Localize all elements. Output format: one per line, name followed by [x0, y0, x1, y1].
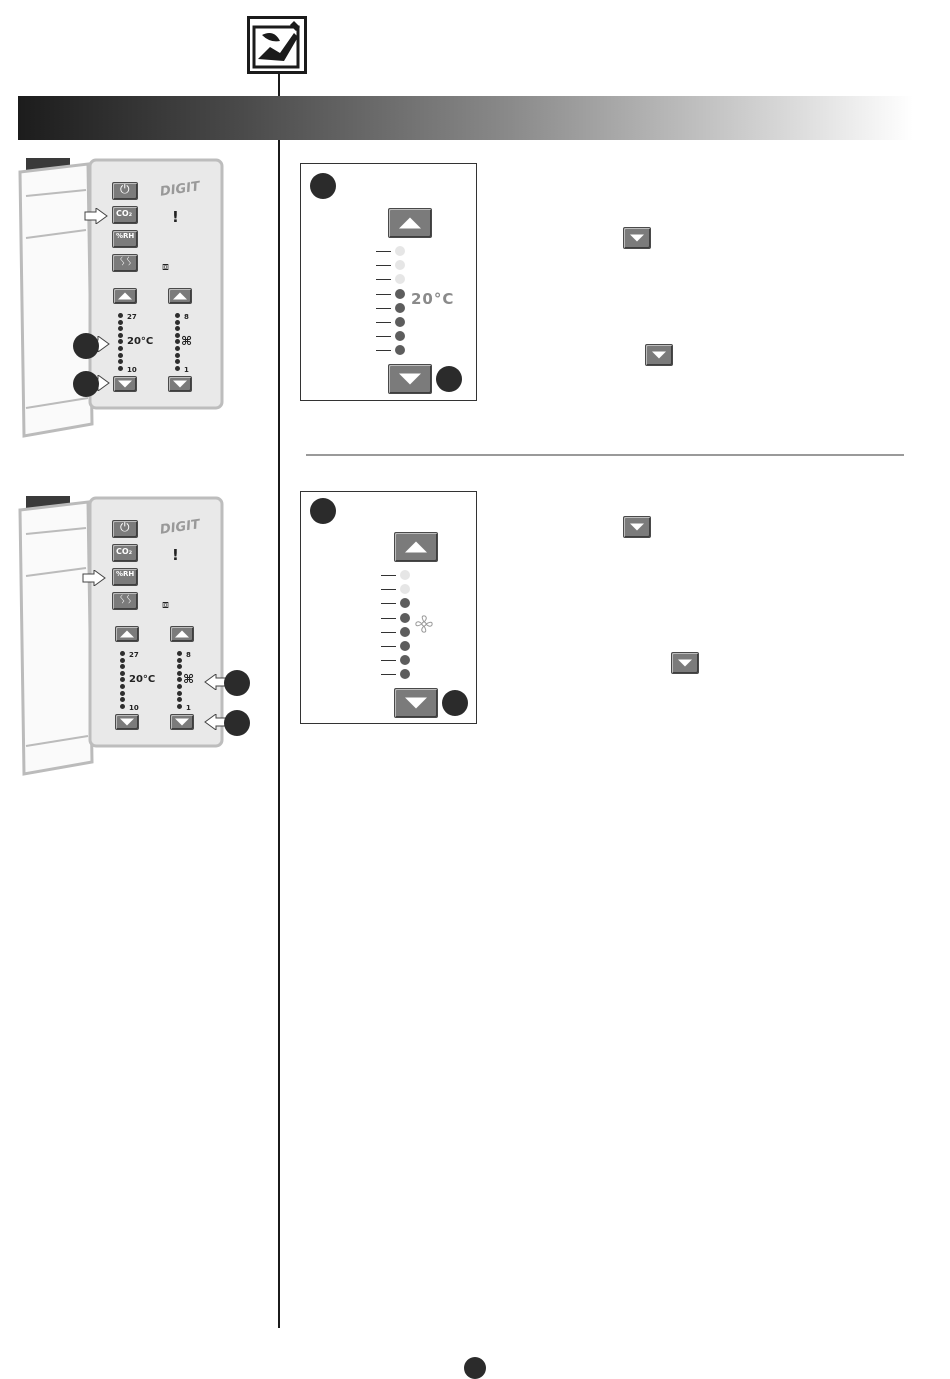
power-icon: ⏻	[120, 182, 130, 196]
fridge-led-dot	[120, 684, 125, 689]
fridge-led-dot	[177, 684, 182, 689]
fridge-led-dot	[177, 664, 182, 669]
scale-left-bottom: 10	[127, 366, 137, 374]
led-indicator	[395, 289, 405, 299]
measuring-tool-logo-icon	[250, 19, 304, 71]
led-tick	[381, 575, 396, 576]
heater-button[interactable]	[112, 592, 138, 610]
temp-down-button[interactable]	[115, 714, 139, 730]
led-indicator	[395, 274, 405, 284]
led-indicator	[400, 598, 410, 608]
led-indicator	[395, 246, 405, 256]
fridge-led-dot	[118, 326, 123, 331]
fan-up-button[interactable]	[394, 532, 438, 562]
fridge-led-dot	[175, 346, 180, 351]
fan-icon: ⌘	[181, 334, 193, 348]
scale-left-top: 27	[127, 313, 137, 321]
led-indicator	[400, 584, 410, 594]
fan-icon: ⌘	[183, 672, 195, 686]
fridge-led-dot	[120, 671, 125, 676]
page-number-marker	[464, 1357, 486, 1379]
fridge-led-dot	[118, 339, 123, 344]
fridge-temp-readout: 20°C	[127, 336, 154, 347]
fan-led-column	[381, 570, 411, 682]
temp-up-button[interactable]	[115, 626, 139, 642]
led-tick	[376, 336, 391, 337]
fan-up-button[interactable]	[170, 626, 194, 642]
co2-button[interactable]	[112, 206, 138, 224]
led-indicator	[395, 260, 405, 270]
fridge-led-dot	[175, 320, 180, 325]
co2-button[interactable]	[112, 544, 138, 562]
led-tick	[376, 308, 391, 309]
callout-marker	[310, 498, 336, 524]
led-tick	[381, 646, 396, 647]
rh-label: %RH	[116, 232, 135, 240]
fridge-led-dot	[120, 704, 125, 709]
callout-marker	[224, 710, 250, 736]
fridge-led-dot	[177, 658, 182, 663]
power-button[interactable]	[112, 182, 138, 200]
fridge-led-dot	[118, 320, 123, 325]
callout-marker	[436, 366, 462, 392]
fridge-led-dot	[177, 691, 182, 696]
fridge-led-dot	[175, 333, 180, 338]
scale-right-top: 8	[186, 651, 191, 659]
fridge-led-dot	[120, 691, 125, 696]
fridge-led-dot	[175, 313, 180, 318]
fridge-led-dot	[118, 353, 123, 358]
center-divider	[278, 74, 280, 1328]
led-indicator	[395, 345, 405, 355]
fridge-led-dot	[175, 366, 180, 371]
scale-left-bottom: 10	[129, 704, 139, 712]
led-indicator	[400, 613, 410, 623]
led-tick	[376, 251, 391, 252]
power-icon: ⏻	[120, 520, 130, 534]
callout-marker	[73, 333, 99, 359]
brand-logo: DIGIT	[159, 517, 201, 538]
fridge-led-dot	[177, 671, 182, 676]
fridge-led-dot	[120, 658, 125, 663]
alarm-symbol: !	[172, 546, 179, 564]
led-tick	[381, 589, 396, 590]
fridge-led-columns	[118, 313, 188, 373]
fridge-led-dot	[175, 353, 180, 358]
humidifier-icon: ⧈	[162, 260, 169, 273]
temp-down-button[interactable]	[113, 376, 137, 392]
humidity-button[interactable]	[112, 568, 138, 586]
fridge-led-dot	[118, 333, 123, 338]
fridge-led-dot	[120, 664, 125, 669]
fridge-led-dot	[118, 313, 123, 318]
brand-logo: DIGIT	[159, 179, 201, 200]
led-tick	[376, 294, 391, 295]
led-tick	[381, 674, 396, 675]
callout-marker	[224, 670, 250, 696]
fridge-led-dot	[175, 326, 180, 331]
fridge-led-dot	[120, 651, 125, 656]
fridge-led-dot	[177, 677, 182, 682]
fan-down-button[interactable]	[170, 714, 194, 730]
fridge-led-dot	[175, 359, 180, 364]
pointer-arrow	[204, 674, 226, 688]
led-tick	[381, 603, 396, 604]
heater-icon: ᛊᛊ	[119, 593, 133, 606]
scale-right-top: 8	[184, 313, 189, 321]
alarm-symbol: !	[172, 208, 179, 226]
fridge-led-dot	[177, 697, 182, 702]
fridge-led-dot	[118, 366, 123, 371]
rh-label: %RH	[116, 570, 135, 578]
co2-label: CO₂	[116, 547, 133, 556]
fridge-led-dot	[120, 697, 125, 702]
scale-left-top: 27	[129, 651, 139, 659]
led-indicator	[395, 331, 405, 341]
section-divider	[306, 454, 904, 456]
down-button-icon	[623, 227, 651, 249]
fridge-led-columns	[120, 651, 190, 711]
humidifier-icon: ⧈	[162, 598, 169, 611]
logo	[247, 16, 307, 74]
temperature-readout: 20°C	[411, 290, 455, 308]
led-indicator	[400, 627, 410, 637]
co2-label: CO₂	[116, 209, 133, 218]
heater-button[interactable]	[112, 254, 138, 272]
temperature-up-button[interactable]	[388, 208, 432, 238]
led-indicator	[400, 669, 410, 679]
callout-marker	[73, 371, 99, 397]
led-tick	[376, 350, 391, 351]
led-indicator	[400, 641, 410, 651]
down-button-icon	[623, 516, 651, 538]
led-tick	[376, 279, 391, 280]
scale-right-bottom: 1	[184, 366, 189, 374]
pointer-arrow	[84, 208, 106, 222]
led-tick	[381, 618, 396, 619]
fridge-led-dot	[118, 359, 123, 364]
pointer-arrow	[82, 570, 104, 584]
callout-marker	[310, 173, 336, 199]
temp-up-button[interactable]	[113, 288, 137, 304]
fan-icon	[414, 614, 434, 638]
fridge-led-dot	[120, 677, 125, 682]
fridge-led-dot	[175, 339, 180, 344]
heater-icon: ᛊᛊ	[119, 255, 133, 268]
led-indicator	[400, 570, 410, 580]
down-button-icon	[645, 344, 673, 366]
scale-right-bottom: 1	[186, 704, 191, 712]
led-indicator	[395, 303, 405, 313]
header-band	[18, 96, 913, 140]
down-button-icon	[671, 652, 699, 674]
led-indicator	[395, 317, 405, 327]
fan-down-button[interactable]	[168, 376, 192, 392]
led-tick	[376, 265, 391, 266]
humidity-button[interactable]	[112, 230, 138, 248]
led-tick	[381, 660, 396, 661]
fan-down-button[interactable]	[394, 688, 438, 718]
led-tick	[381, 632, 396, 633]
temperature-led-column	[376, 246, 406, 358]
fridge-temp-readout: 20°C	[129, 674, 156, 685]
power-button[interactable]	[112, 520, 138, 538]
callout-marker	[442, 690, 468, 716]
temperature-down-button[interactable]	[388, 364, 432, 394]
fan-up-button[interactable]	[168, 288, 192, 304]
led-indicator	[400, 655, 410, 665]
pointer-arrow	[204, 714, 226, 728]
led-tick	[376, 322, 391, 323]
fridge-led-dot	[118, 346, 123, 351]
fridge-led-dot	[177, 704, 182, 709]
fridge-led-dot	[177, 651, 182, 656]
